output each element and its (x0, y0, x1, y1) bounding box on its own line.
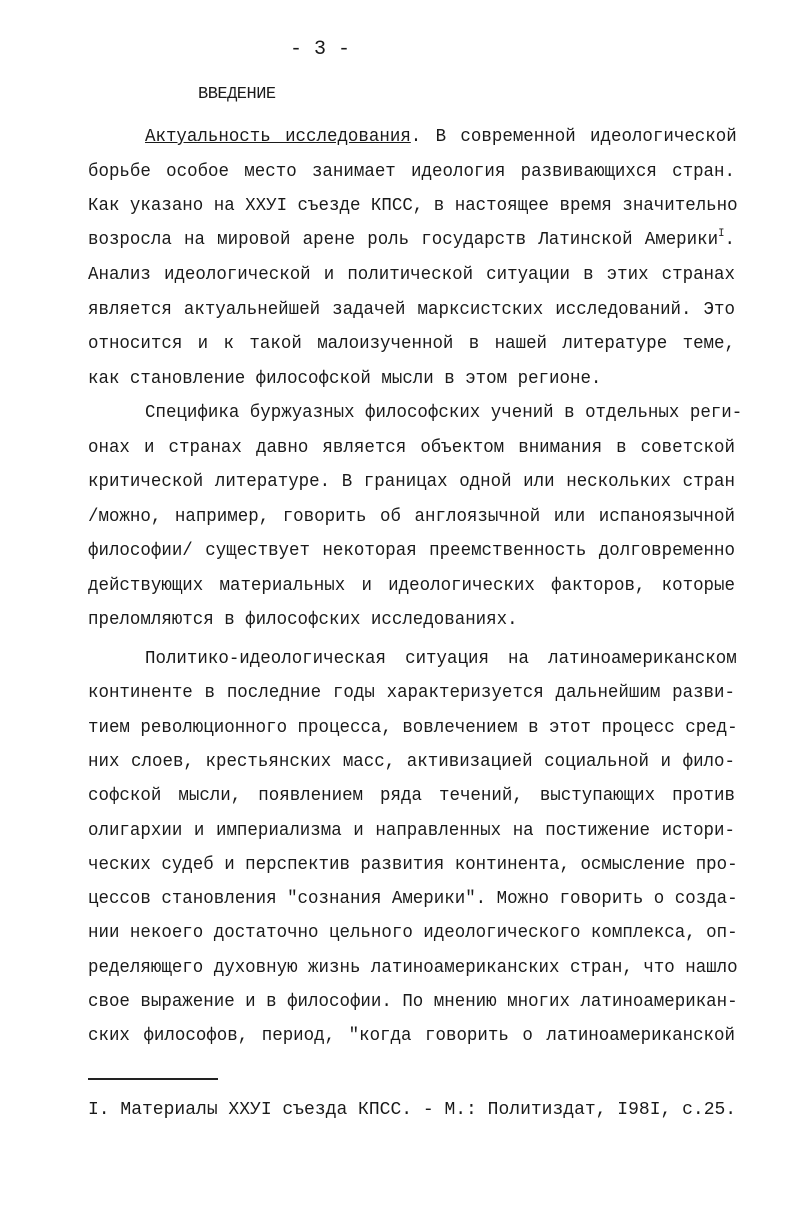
para3-line: нии некоего достаточно цельного идеологического комплекса, оп- (88, 923, 738, 943)
paragraph-1-line: относится и к такой малоизученной в нашей литературе теме, (88, 334, 735, 354)
para2-line: /можно, например, говорить об англоязычной или испаноязычной (88, 507, 735, 527)
para3-line: тием революционного процесса, вовлечением в этот процесс сред- (88, 718, 738, 738)
paragraph-1-line: как становление философской мысли в этом регионе. (88, 369, 602, 389)
para2-line: философии/ существует некоторая преемственность долговременно (88, 541, 735, 561)
para2-line: онах и странах давно является объектом внимания в советской (88, 438, 735, 458)
footnote-ref: I (718, 228, 725, 240)
para2-line: преломляются в философских исследованиях. (88, 610, 518, 630)
para2-line: действующих материальных и идеологических факторов, которые (88, 576, 735, 596)
text: . В современной идеологической (410, 127, 737, 147)
text: . (724, 230, 735, 250)
paragraph-1-line: является актуальнейшей задачей марксистских исследований. Это (88, 300, 735, 320)
para3-line: цессов становления "сознания Америки". Можно говорить о созда- (88, 889, 738, 909)
para3-line: софской мысли, появлением ряда течений, выступающих против (88, 786, 735, 806)
text: возросла на мировой арене роль государств Латинской Америки (88, 230, 719, 250)
para3-line: континенте в последние годы характеризуется дальнейшим разви- (88, 683, 735, 703)
para3-line: свое выражение и в философии. По мнению многих латиноамерикан- (88, 992, 738, 1012)
paragraph-1-line: Анализ идеологической и политической ситуации в этих странах (88, 265, 735, 285)
para3-line: ческих судеб и перспектив развития континента, осмысление про- (88, 855, 738, 875)
footnote: I. Материалы ХХУI съезда КПСС. - М.: Политиздат, I98I, с.25. (88, 1100, 737, 1120)
footnote-rule (88, 1078, 218, 1080)
para3-line: них слоев, крестьянских масс, активизацией социальной и фило- (88, 752, 735, 772)
paragraph-1-line: борьбе особое место занимает идеология развивающихся стран. (88, 162, 735, 182)
page-number: - 3 - (290, 38, 351, 61)
para3-line: олигархии и империализма и направленных на постижение истори- (88, 821, 735, 841)
paragraph-1-line: Как указано на ХХУI съезде КПСС, в настоящее время значительно (88, 196, 738, 216)
para2-line: Специфика буржуазных философских учений в отдельных реги- (145, 403, 743, 423)
para3-line: Политико-идеологическая ситуация на латиноамериканском (145, 649, 737, 669)
paragraph-1-line (145, 125, 737, 149)
lead-phrase: Актуальность исследования (145, 127, 411, 147)
paragraph-1-line (88, 228, 735, 252)
para3-line: ских философов, период, "когда говорить о латиноамериканской (88, 1026, 735, 1046)
para3-line: ределяющего духовную жизнь латиноамериканских стран, что нашло (88, 958, 738, 978)
section-heading: ВВЕДЕНИЕ (198, 85, 276, 104)
para2-line: критической литературе. В границах одной или нескольких стран (88, 472, 735, 492)
